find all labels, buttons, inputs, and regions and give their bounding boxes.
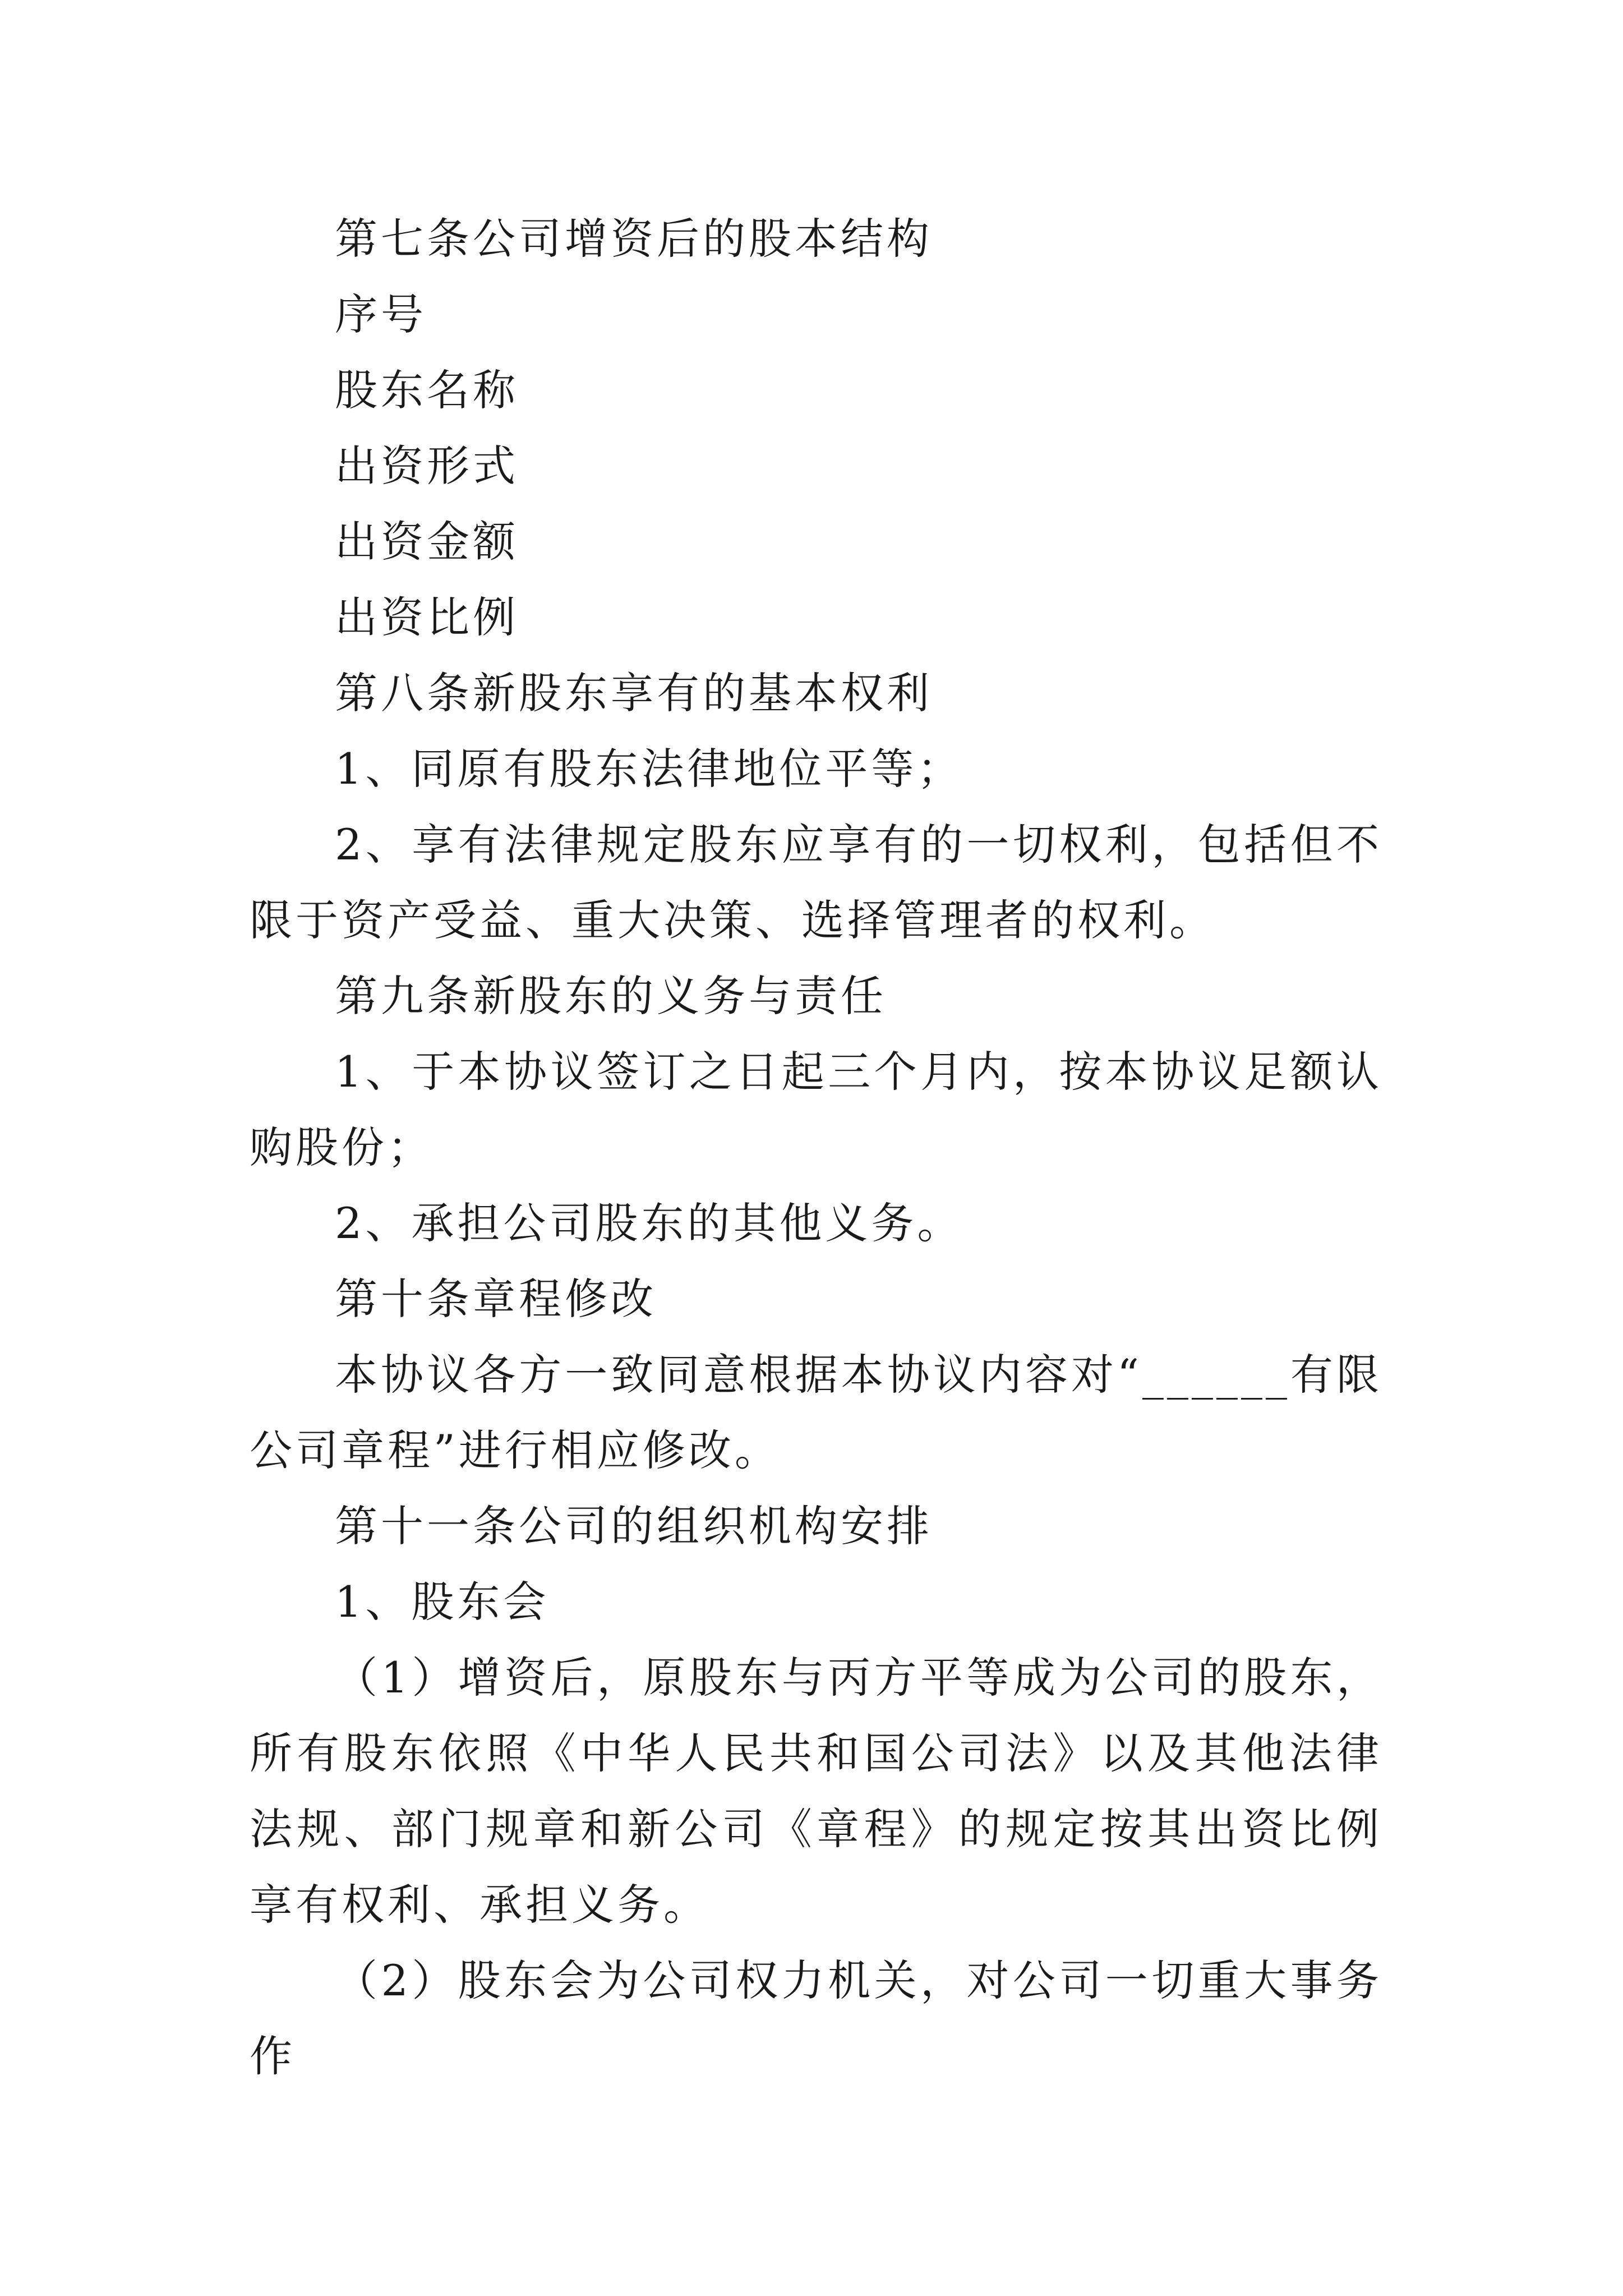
article-10-body: 本协议各方一致同意根据本协议内容对“______有限公司章程”进行相应修改。: [250, 1350, 1382, 1475]
article-8-item-2: 2、享有法律规定股东应享有的一切权利，包括但不限于资产受益、重大决策、选择管理者的权利。: [250, 820, 1382, 945]
table-header-serial: 序号: [335, 289, 427, 339]
article-7-heading: 第七条公司增资后的股本结构: [335, 214, 933, 264]
article-11-clause-1: （1）增资后，原股东与丙方平等成为公司的股东，所有股东依照《中华人民共和国公司法》以及其他法律法规、部门规章和新公司《章程》的规定按其出资比例享有权利、承担义务。: [250, 1653, 1382, 1930]
article-10-heading: 第十条章程修改: [335, 1274, 657, 1324]
article-8-heading: 第八条新股东享有的基本权利: [335, 668, 933, 718]
table-header-contribution-form: 出资形式: [335, 441, 519, 491]
article-11-clause-2: （2）股东会为公司权力机关，对公司一切重大事务作: [250, 1955, 1382, 2081]
table-header-contribution-ratio: 出资比例: [335, 592, 519, 642]
article-11-subheading-1: 1、股东会: [335, 1577, 550, 1627]
table-header-contribution-amount: 出资金额: [335, 517, 519, 567]
article-9-item-2: 2、承担公司股东的其他义务。: [335, 1198, 963, 1248]
article-8-item-1: 1、同原有股东法律地位平等；: [335, 744, 963, 794]
article-9-item-1: 1、于本协议签订之日起三个月内，按本协议足额认购股份；: [250, 1047, 1382, 1172]
article-11-heading: 第十一条公司的组织机构安排: [335, 1501, 933, 1551]
table-header-shareholder-name: 股东名称: [335, 365, 519, 415]
document-body: [250, 201, 1382, 2094]
article-9-heading: 第九条新股东的义务与责任: [335, 971, 887, 1021]
